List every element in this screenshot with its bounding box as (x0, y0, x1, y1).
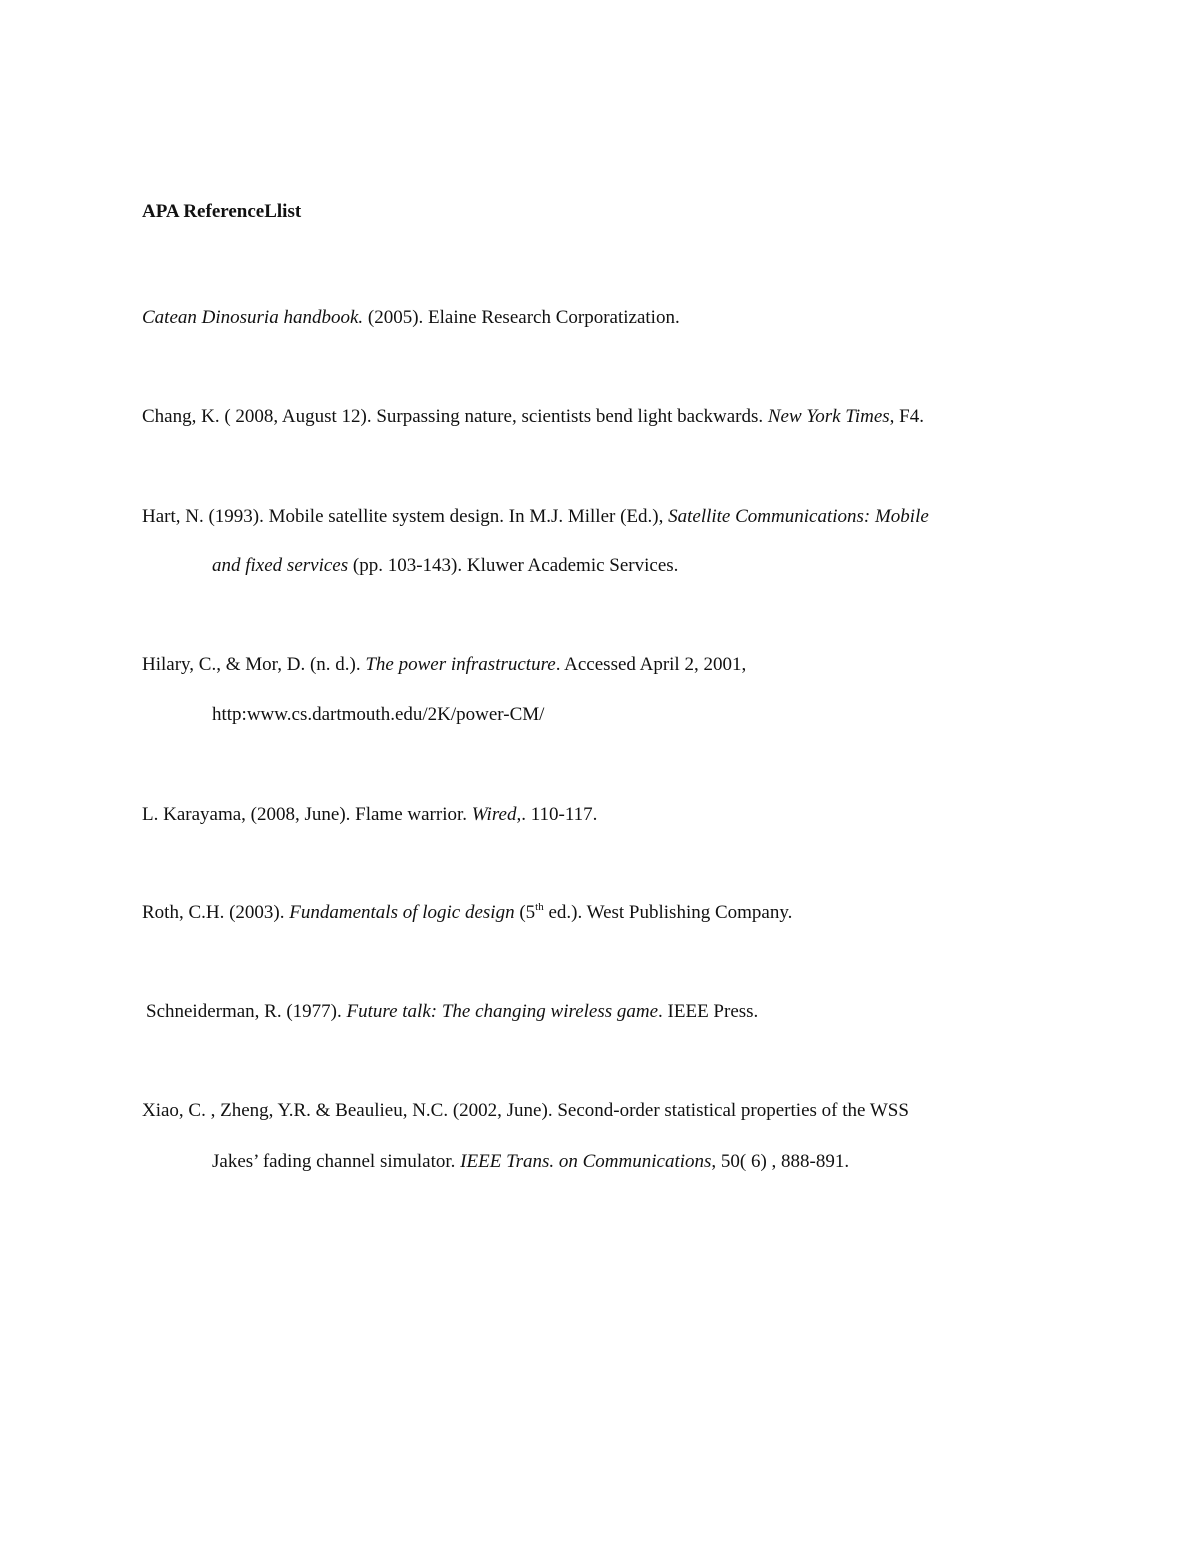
ref-title-italic: Fundamentals of logic design (289, 902, 515, 923)
reference-xiao-line-2 (212, 1149, 849, 1175)
ref-text: . Accessed April 2, 2001, (555, 654, 747, 675)
ref-text: L. Karayama, (2008, June). Flame warrior. (142, 804, 472, 825)
ref-text: Xiao, C. , Zheng, Y.R. & Beaulieu, N.C. (2002, June). Second-order statistical properties of the WSS (142, 1100, 909, 1121)
ref-text: Hart, N. (1993). Mobile satellite system design. In M.J. Miller (Ed.), (142, 506, 669, 527)
page-title: APA ReferenceLlist (142, 201, 302, 222)
reference-chang-line-1 (142, 404, 924, 430)
ref-url: http:www.cs.dartmouth.edu/2K/power-CM/ (212, 704, 545, 725)
reference-schneiderman-line-1 (146, 999, 758, 1025)
reference-catean-line-1 (142, 305, 680, 331)
ref-text: Schneiderman, R. (1977). (146, 1001, 347, 1022)
reference-roth-line-1 (142, 900, 792, 926)
reference-xiao-line-1 (142, 1098, 909, 1124)
reference-karayama-line-1 (142, 802, 597, 828)
reference-hilary-line-2 (212, 702, 544, 728)
ref-text: , 50( 6) , 888-891. (711, 1151, 850, 1172)
ref-text: Hilary, C., & Mor, D. (n. d.). (142, 654, 366, 675)
ref-source-italic: Satellite Communications: Mobile (668, 506, 929, 527)
ref-text: . IEEE Press. (658, 1001, 759, 1022)
ref-title-italic: Future talk: The changing wireless game (346, 1001, 659, 1022)
ref-superscript: th (535, 901, 544, 913)
ref-text: (pp. 103-143). Kluwer Academic Services. (348, 555, 679, 576)
reference-hart-line-2 (212, 553, 678, 579)
ref-source-italic: New York Times (767, 406, 890, 427)
reference-hart-line-1 (142, 504, 929, 530)
ref-text: ed.). West Publishing Company. (543, 902, 793, 923)
ref-text: (2005). Elaine Research Corporatization. (363, 307, 680, 328)
ref-text: Chang, K. ( 2008, August 12). Surpassing nature, scientists bend light backwards. (142, 406, 768, 427)
reference-hilary-line-1 (142, 652, 746, 678)
ref-text: (5 (514, 902, 536, 923)
ref-text: Jakes’ fading channel simulator. (212, 1151, 461, 1172)
ref-text: ,. 110-117. (516, 804, 598, 825)
ref-source-italic: IEEE Trans. on Communications (460, 1151, 712, 1172)
ref-title-italic: Catean Dinosuria handbook. (142, 307, 364, 328)
ref-text: , F4. (889, 406, 924, 427)
ref-source-italic: Wired (471, 804, 517, 825)
ref-title-italic: The power infrastructure (365, 654, 556, 675)
ref-text: Roth, C.H. (2003). (142, 902, 290, 923)
ref-source-italic: and fixed services (212, 555, 349, 576)
